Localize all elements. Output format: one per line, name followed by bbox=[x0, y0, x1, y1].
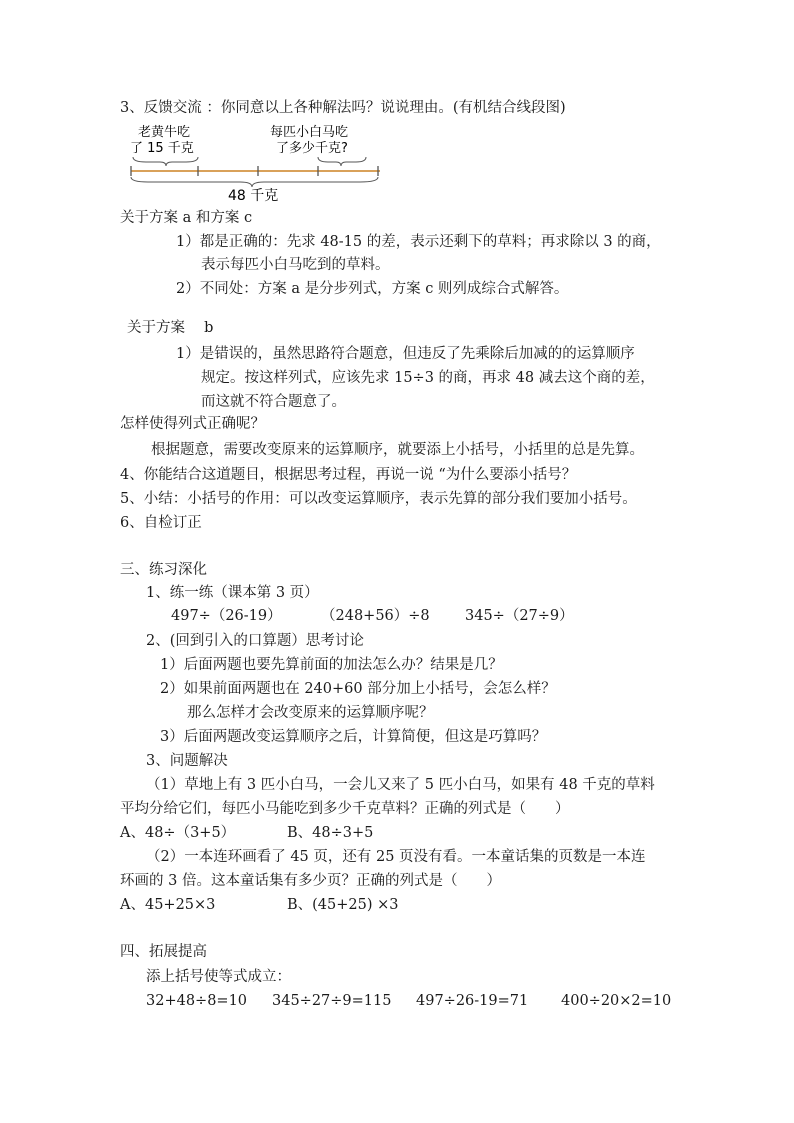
scheme-a-c-point-2: 2）不同处：方案 a 是分步列式，方案 c 则列成综合式解答。 bbox=[176, 281, 569, 297]
exercise-1-expr-1: 497÷（26-19） bbox=[171, 608, 282, 624]
exercise-2-q1: 1）后面两题也要先算前面的加法怎么办？结果是几？ bbox=[160, 657, 503, 673]
scheme-b-point-1: 1）是错误的，虽然思路符合题意，但违反了先乘除后加减的的运算顺序 bbox=[176, 346, 635, 362]
bracket-equation-2: 345÷27÷9=115 bbox=[272, 993, 392, 1009]
problem-1-cont: 平均分给它们，每匹小马能吃到多少千克草料？正确的列式是（ ） bbox=[120, 801, 570, 817]
problem-1: （1）草地上有 3 匹小白马，一会儿又来了 5 匹小白马，如果有 48 千克的草料 bbox=[146, 777, 655, 793]
item-4: 4、你能结合这道题目，根据思考过程，再说一说 “为什么要添小括号？ bbox=[120, 467, 577, 483]
item-5-summary: 5、小结：小括号的作用：可以改变运算顺序，表示先算的部分我们要加小括号。 bbox=[120, 491, 637, 507]
scheme-b-point-1-cont2: 而这就不符合题意了。 bbox=[201, 394, 346, 410]
question-correct: 怎样使得列式正确呢？ bbox=[120, 416, 265, 432]
diagram-label-cow-2: 了 15 千克 bbox=[130, 141, 194, 156]
exercise-2-q3: 3）后面两题改变运算顺序之后，计算简便，但这是巧算吗？ bbox=[160, 729, 547, 745]
answer-correct: 根据题意，需要改变原来的运算顺序，就要添上小括号，小括里的总是先算。 bbox=[151, 442, 644, 458]
brace-horse bbox=[318, 157, 366, 166]
bracket-equation-3: 497÷26-19=71 bbox=[416, 993, 529, 1009]
diagram-label-horse-2: 了多少千克? bbox=[276, 141, 348, 156]
scheme-a-c-point-1: 1）都是正确的：先求 48-15 的差，表示还剩下的草料；再求除以 3 的商， bbox=[176, 234, 661, 250]
exercise-1-expr-2: （248+56）÷8 bbox=[321, 608, 430, 624]
problem-2-cont: 环画的 3 倍。这本童话集有多少页？正确的列式是（ ） bbox=[120, 873, 501, 889]
section-4-heading: 四、拓展提高 bbox=[120, 944, 207, 960]
exercise-1-heading: 1、练一练（课本第 3 页） bbox=[146, 585, 319, 601]
bracket-equation-4: 400÷20×2=10 bbox=[561, 993, 672, 1009]
exercise-3-heading: 3、问题解决 bbox=[146, 753, 228, 769]
diagram-label-horse-1: 每匹小白马吃 bbox=[270, 125, 349, 140]
exercise-2-heading: 2、(回到引入的口算题）思考讨论 bbox=[146, 633, 364, 649]
scheme-a-c-heading: 关于方案 a 和方案 c bbox=[120, 210, 253, 226]
diagram-label-total: 48 千克 bbox=[228, 188, 279, 204]
item-6-self-check: 6、自检订正 bbox=[120, 515, 202, 531]
exercise-2-q2-cont: 那么怎样才会改变原来的运算顺序呢？ bbox=[187, 705, 434, 721]
scheme-b-point-1-cont: 规定。按这样列式，应该先求 15÷3 的商，再求 48 减去这个商的差， bbox=[201, 370, 655, 386]
diagram-label-cow-1: 老黄牛吃 bbox=[138, 125, 191, 140]
scheme-b-heading: 关于方案 b bbox=[127, 320, 214, 336]
bracket-task-instruction: 添上括号使等式成立： bbox=[146, 969, 291, 985]
scheme-a-c-point-1-cont: 表示每匹小白马吃到的草料。 bbox=[201, 257, 390, 273]
problem-2-option-b: B、(45+25) ×3 bbox=[287, 897, 399, 913]
bracket-equation-1: 32+48÷8=10 bbox=[146, 993, 248, 1009]
exercise-1-expr-3: 345÷（27÷9） bbox=[465, 608, 574, 624]
exercise-2-q2: 2）如果前面两题也在 240+60 部分加上小括号，会怎么样？ bbox=[160, 681, 556, 697]
line-segment-diagram bbox=[128, 124, 388, 208]
item-3-feedback: 3、反馈交流 ：你同意以上各种解法吗？说说理由。(有机结合线段图) bbox=[120, 100, 566, 116]
problem-2: （2）一本连环画看了 45 页，还有 25 页没有看。一本童话集的页数是一本连 bbox=[146, 849, 646, 865]
section-3-heading: 三、练习深化 bbox=[120, 562, 207, 578]
problem-1-option-a: A、48÷（3+5） bbox=[120, 825, 236, 841]
brace-total bbox=[131, 177, 378, 187]
problem-2-option-a: A、45+25×3 bbox=[120, 897, 216, 913]
brace-cow bbox=[133, 157, 198, 166]
problem-1-option-b: B、48÷3+5 bbox=[287, 825, 374, 841]
